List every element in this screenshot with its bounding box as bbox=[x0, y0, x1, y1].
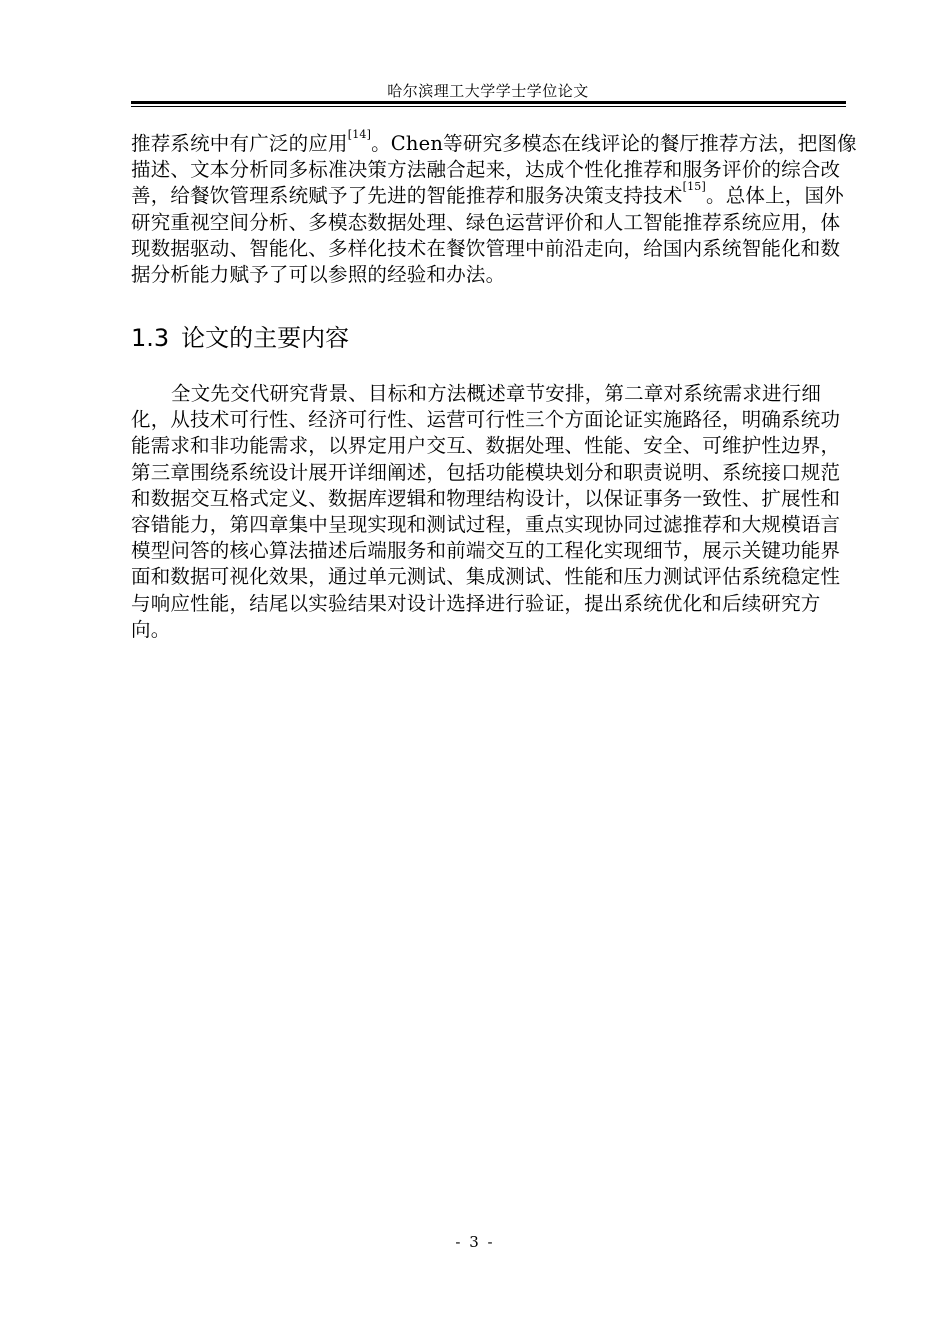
citation-15: [15] bbox=[682, 180, 706, 194]
body-paragraph-2 bbox=[131, 381, 843, 643]
header-rule-thick bbox=[131, 101, 846, 104]
section-heading bbox=[131, 322, 349, 354]
paragraph-2-text: 全文先交代研究背景、目标和方法概述章节安排，第二章对系统需求进行细化，从技术可行性、经济可行性、运营可行性三个方面论证实施路径，明确系统功能需求和非功能需求，以界定用户交互、数据处理、性能、安全、可维护性边界，第三章围绕系统设计展开详细阐述，包括功能模块划分和职责说明、系统接口规范和数据交互格式定义、数据库逻辑和物理结构设计，以保证事务一致性、扩展性和容错能力，第四章集中呈现实现和测试过程，重点实现协同过滤推荐和大规模语言模型问答的核心算法描述后端服务和前端交互的工程化实现细节，展示关键功能界面和数据可视化效果，通过单元测试、集成测试、性能和压力测试评估系统稳定性与响应性能，结尾以实验结果对设计选择进行验证，提出系统优化和后续研究方向。 bbox=[131, 382, 841, 641]
section-number: 1.3 bbox=[131, 324, 170, 352]
body-paragraph-1 bbox=[131, 128, 859, 288]
header-rule-thin bbox=[131, 106, 846, 107]
section-title: 论文的主要内容 bbox=[181, 324, 350, 352]
citation-14: [14] bbox=[347, 128, 372, 141]
paragraph-1-text-c: 。总体上，国外研究重视空间分析、多模态数据处理、绿色运营评价和人工智能推荐系统应用，体现数据驱动、智能化、多样化技术在餐饮管理中前沿走向，给国内系统智能化和数据分析能力赋予了可以参照的经验和办法。 bbox=[131, 184, 844, 287]
page-number: - 3 - bbox=[455, 1233, 495, 1251]
paragraph-1-text-b: 。Chen等研究多模态在线评论的餐厅推荐方法，把图像描述、文本分析同多标准决策方法融合起来，达成个性化推荐和服务评价的综合改善，给餐饮管理系统赋予了先进的智能推荐和服务决策支持技术 bbox=[131, 132, 857, 208]
page-header-title: 哈尔滨理工大学学士学位论文 bbox=[387, 82, 589, 100]
paragraph-1-text-a: 推荐系统中有广泛的应用 bbox=[131, 132, 348, 155]
